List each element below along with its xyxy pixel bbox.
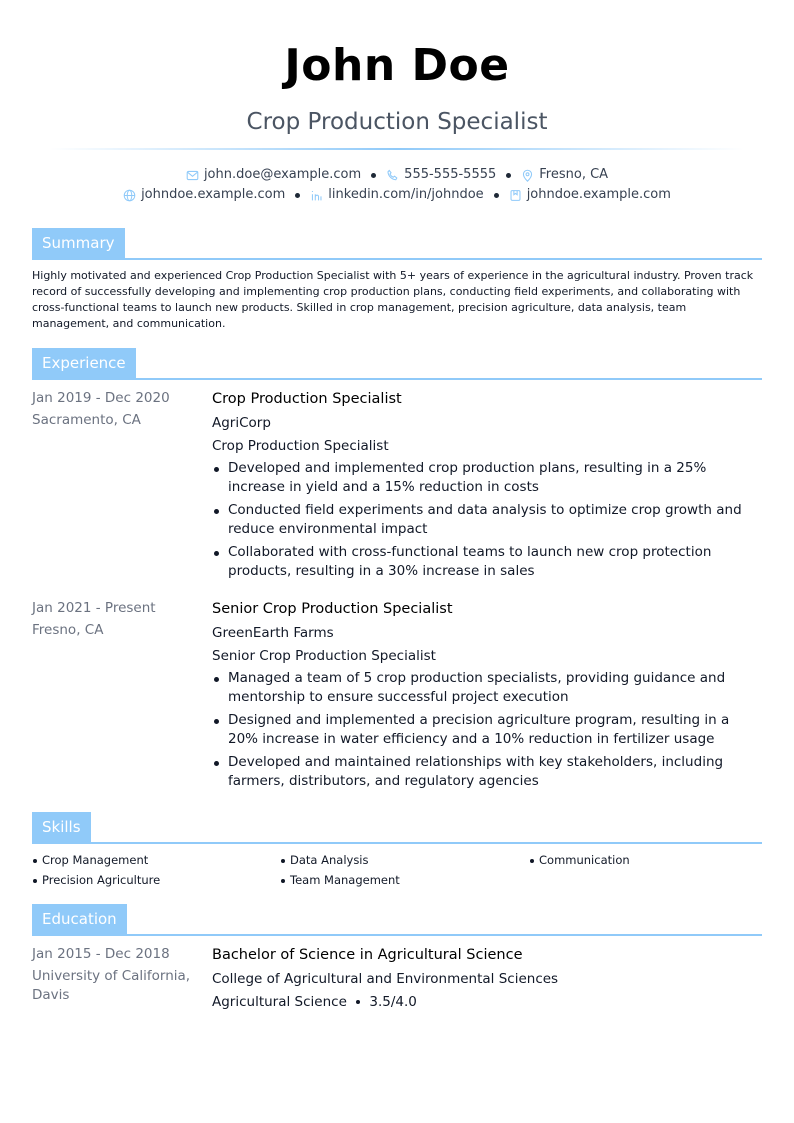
list-item: Developed and implemented crop production plans, resulting in a 25% increase in yield and a 15% reduction in costs [212, 459, 762, 497]
section-title: Skills [32, 812, 91, 842]
list-item: Managed a team of 5 crop production specialists, providing guidance and mentorship to ensure successful project execution [212, 669, 762, 707]
phone-text: 555-555-5555 [404, 167, 497, 182]
entry-date: Jan 2015 - Dec 2018 [32, 946, 170, 962]
college-name: College of Agricultural and Environmental Sciences [212, 971, 559, 987]
email-text: john.doe@example.com [203, 167, 362, 182]
entry-location: Sacramento, CA [32, 412, 141, 428]
field-of-study: Agricultural Science [212, 994, 347, 1010]
job-title: Senior Crop Production Specialist [212, 601, 453, 617]
separator-dot [356, 1000, 361, 1005]
list-item: Developed and maintained relationships with key stakeholders, including farmers, distributors, and regulatory agencies [212, 753, 762, 791]
contact-website[interactable] [123, 185, 285, 205]
linkedin-icon [310, 189, 323, 202]
job-position: Senior Crop Production Specialist [212, 648, 436, 664]
section-title: Summary [32, 228, 125, 258]
summary-text: Highly motivated and experienced Crop Production Specialist with 5+ years of experience in the agricultural industry. Proven track record of successfully developing and implementing crop production plans, conducting field experiments, and collaborating with cross-functional teams to launch new products. Skilled in crop management, precision agriculture, data analysis, team management, and communication. [32, 269, 754, 330]
job-title: Crop Production Specialist [212, 391, 402, 407]
bookmark-icon [509, 189, 522, 202]
gpa-value: 3.5/4.0 [369, 994, 417, 1010]
separator-dot [371, 173, 376, 178]
job-position: Crop Production Specialist [212, 438, 389, 454]
section-title: Education [32, 904, 127, 934]
entry-location: Fresno, CA [32, 622, 104, 638]
separator-dot [295, 193, 300, 198]
candidate-headline: Crop Production Specialist [246, 109, 548, 135]
section-title: Experience [32, 348, 136, 378]
achievement-list [212, 459, 762, 581]
contact-location [521, 165, 608, 185]
portfolio-text: johndoe.example.com [526, 187, 671, 202]
degree-title: Bachelor of Science in Agricultural Science [212, 947, 523, 963]
globe-icon [123, 189, 136, 202]
location-text: Fresno, CA [539, 167, 609, 182]
skill-item: Communication [529, 851, 762, 870]
contact-portfolio[interactable] [509, 185, 671, 205]
separator-dot [506, 173, 511, 178]
map-pin-icon [521, 169, 534, 182]
separator-dot [494, 193, 499, 198]
contact-phone[interactable] [386, 165, 496, 185]
contact-linkedin[interactable] [310, 185, 483, 205]
list-item: Collaborated with cross-functional teams to launch new crop protection products, resulting in a 30% increase in sales [212, 543, 762, 581]
section-header-education [32, 904, 762, 936]
list-item: Conducted field experiments and data analysis to optimize crop growth and reduce environmental impact [212, 501, 762, 539]
section-header-summary [32, 228, 762, 260]
skills-list [32, 851, 762, 890]
linkedin-text: linkedin.com/in/johndoe [328, 187, 484, 202]
skill-item: Precision Agriculture [32, 871, 280, 890]
school-name: University of California, Davis [32, 968, 191, 1003]
section-header-experience [32, 348, 762, 380]
skill-item: Crop Management [32, 851, 280, 870]
header-divider [50, 148, 744, 150]
skill-item: Data Analysis [280, 851, 529, 870]
envelope-icon [186, 169, 199, 182]
entry-date: Jan 2019 - Dec 2020 [32, 390, 170, 406]
entry-date: Jan 2021 - Present [32, 600, 156, 616]
list-item: Designed and implemented a precision agriculture program, resulting in a 20% increase in water efficiency and a 10% reduction in fertilizer usage [212, 711, 762, 749]
contact-row-primary [0, 165, 794, 185]
section-header-skills [32, 812, 762, 844]
field-and-gpa [212, 992, 762, 1012]
achievement-list [212, 669, 762, 791]
phone-icon [386, 169, 399, 182]
website-text: johndoe.example.com [141, 187, 286, 202]
company-name: GreenEarth Farms [212, 625, 334, 641]
contact-email[interactable] [186, 165, 361, 185]
company-name: AgriCorp [212, 415, 271, 431]
contact-row-secondary [0, 185, 794, 205]
skill-item: Team Management [280, 871, 529, 890]
candidate-name: John Doe [284, 40, 510, 91]
